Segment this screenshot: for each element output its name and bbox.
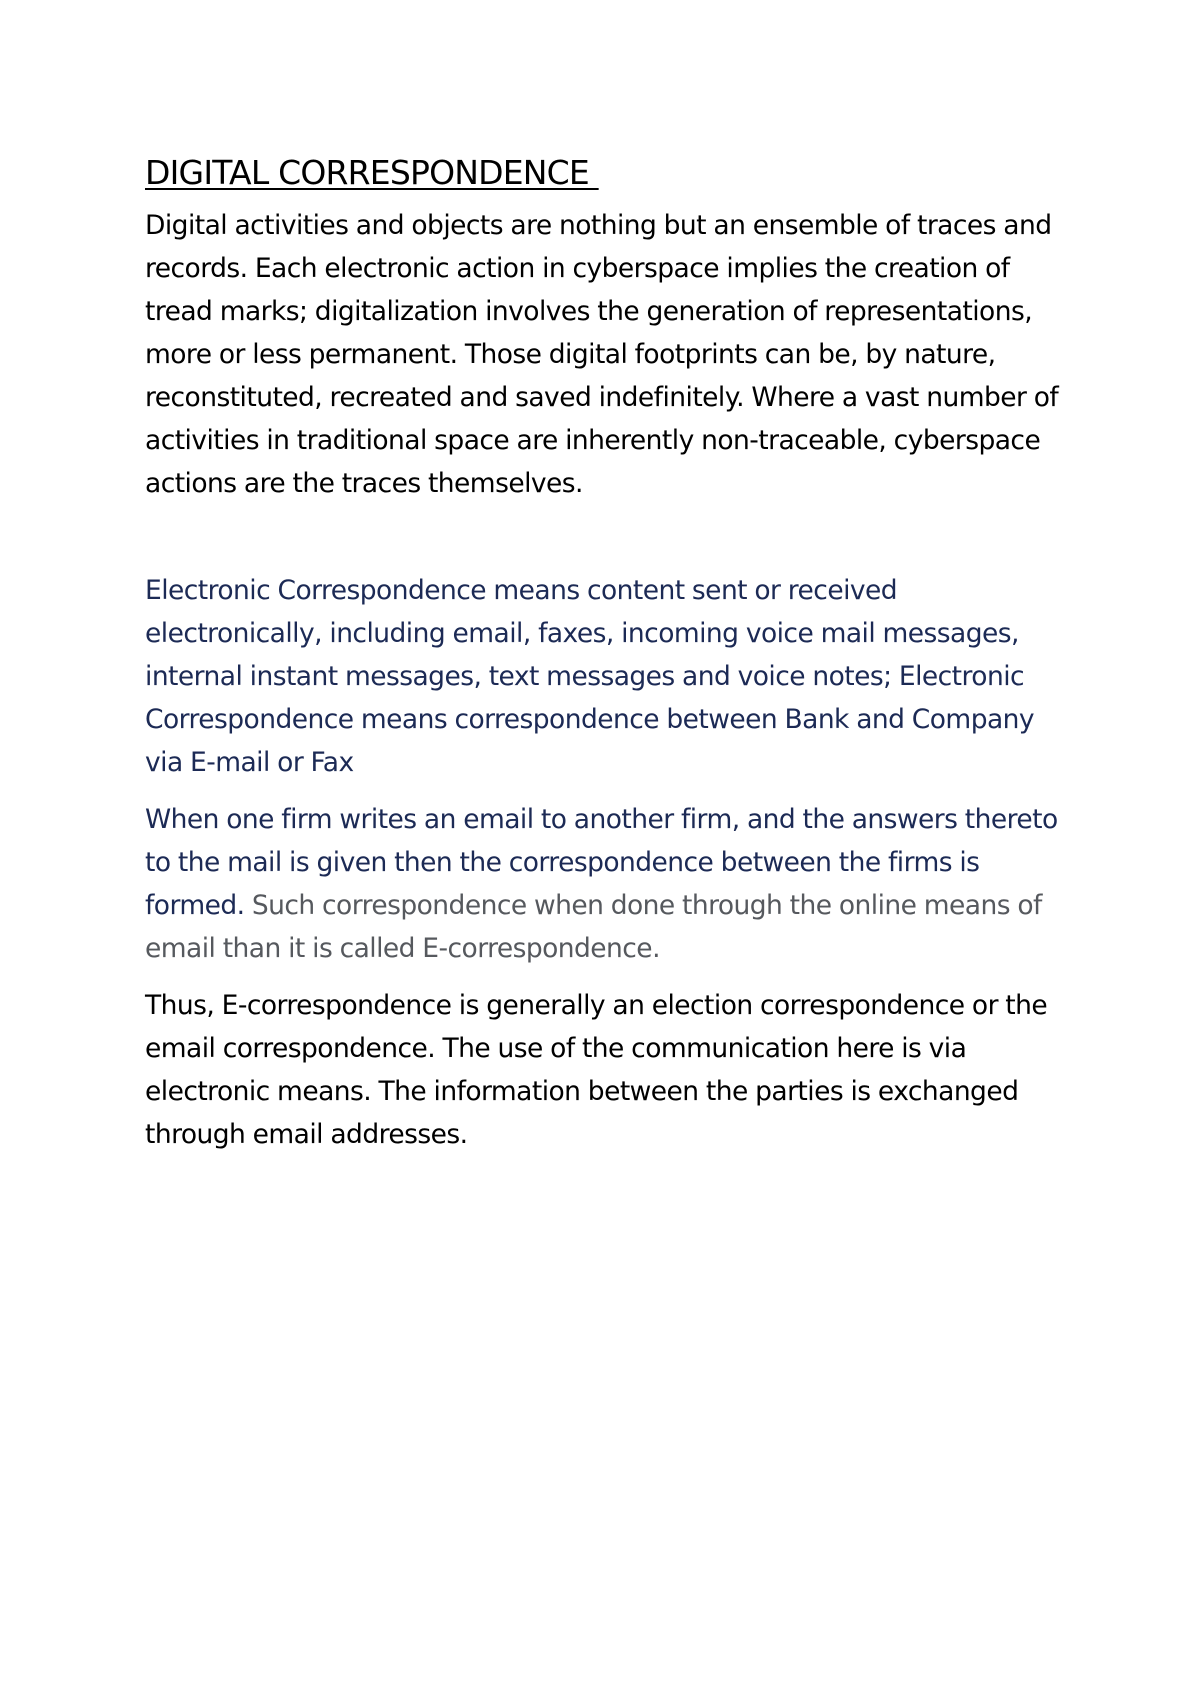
document-title: DIGITAL CORRESPONDENCE <box>145 153 599 192</box>
paragraph-firm-email-exchange <box>145 798 1075 970</box>
paragraph-spacer <box>145 505 1075 569</box>
paragraph-firm-email-exchange-part1: When one firm writes an email to another firm, and the answers thereto to the mail is given then the correspondence between the firms is formed. <box>145 804 1058 921</box>
paragraph-firm-email-exchange-part2: Such correspondence when done through the online means of email than it is called E-correspondence. <box>145 890 1042 964</box>
document-body <box>145 150 1075 1156</box>
paragraph-digital-traces: Digital activities and objects are nothing but an ensemble of traces and records. Each electronic action in cyberspace implies the creation of tread marks; digitalization involves the generation of representations, more or less permanent. Those digital footprints can be, by nature, reconstituted, recreated and saved indefinitely. Where a vast number of activities in traditional space are inherently non-traceable, cyberspace actions are the traces themselves. <box>145 210 1059 499</box>
paragraph-electronic-correspondence-definition: Electronic Correspondence means content sent or received electronically, including email, faxes, incoming voice mail messages, internal instant messages, text messages and voice notes; Electronic Correspondence means correspondence between Bank and Company via E-mail or Fax <box>145 575 1035 778</box>
paragraph-e-correspondence-summary: Thus, E-correspondence is generally an election correspondence or the email correspondence. The use of the communication here is via electronic means. The information between the parties is exchanged through email addresses. <box>145 990 1048 1150</box>
